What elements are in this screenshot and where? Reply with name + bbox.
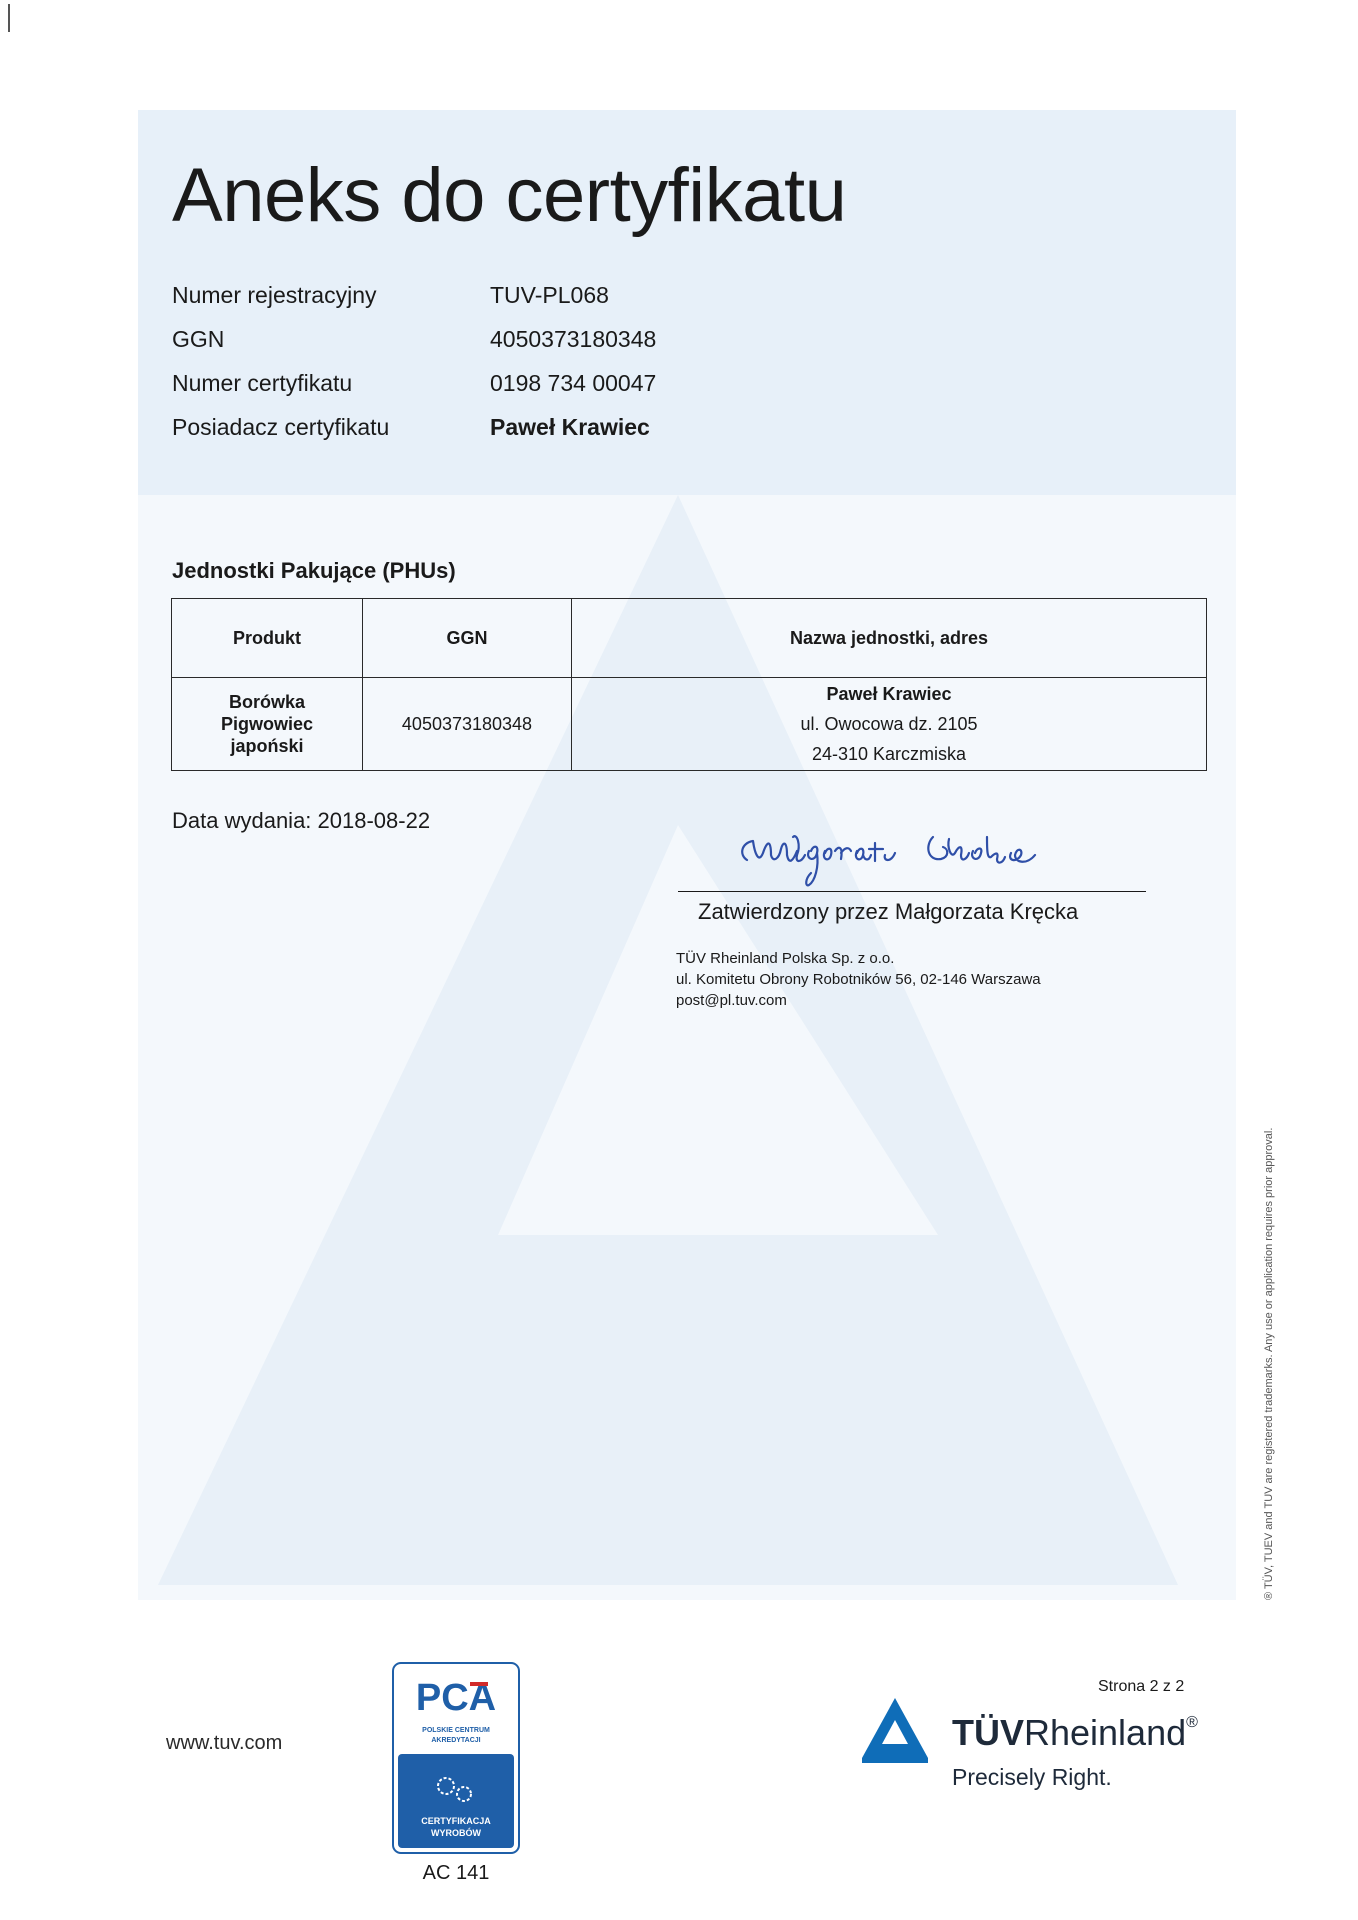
- brand-tagline: Precisely Right.: [952, 1764, 1112, 1790]
- header-ggn: GGN: [363, 599, 572, 678]
- address-line: ul. Owocowa dz. 2105: [800, 714, 978, 734]
- section-title: Jednostki Pakujące (PHUs): [172, 558, 456, 583]
- header-unit-address: Nazwa jednostki, adres: [572, 599, 1207, 678]
- tuv-triangle-icon: [860, 1696, 930, 1764]
- certificate-number-value: 0198 734 00047: [490, 370, 657, 396]
- pca-lower-1: CERTYFIKACJA: [421, 1816, 491, 1826]
- issue-date: Data wydania: 2018-08-22: [172, 808, 431, 833]
- product-name: japoński: [230, 736, 304, 756]
- product-name: Pigwowiec: [220, 714, 314, 734]
- header-product: Produkt: [172, 599, 363, 678]
- holder-value: Paweł Krawiec: [490, 414, 650, 440]
- pca-lower-2: WYROBÓW: [431, 1828, 481, 1838]
- ggn-value: 4050373180348: [490, 326, 657, 352]
- holder-label: Posiadacz certyfikatu: [172, 414, 390, 440]
- tuv-rheinland-brand: [952, 1712, 1198, 1754]
- trademark-side-note: ® TÜV, TUEV and TUV are registered trademarks. Any use or application requires prior approval.: [1263, 1127, 1275, 1600]
- registration-label: Numer rejestracyjny: [172, 282, 377, 308]
- brand-registered-mark: ®: [1186, 1714, 1198, 1731]
- registration-value: TUV-PL068: [490, 282, 609, 308]
- address-line: 24-310 Karczmiska: [811, 744, 967, 764]
- product-name: Borówka: [228, 692, 306, 712]
- ggn-cell: 4050373180348: [363, 678, 572, 771]
- issuer-street: ul. Komitetu Obrony Robotników 56, 02-146 Warszawa: [676, 971, 1041, 988]
- brand-regular: Rheinland: [1024, 1712, 1187, 1753]
- table-row: [172, 678, 1207, 771]
- certificate-number-label: Numer certyfikatu: [172, 370, 353, 396]
- brand-bold: TÜV: [952, 1712, 1024, 1753]
- packing-units-table: [171, 598, 1207, 771]
- page-number: Strona 2 z 2: [1098, 1678, 1185, 1695]
- document-title: Aneks do certyfikatu: [172, 153, 847, 238]
- issuer-address-block: [676, 948, 1041, 1011]
- product-cell: [172, 678, 363, 771]
- ggn-label: GGN: [172, 326, 225, 352]
- pca-subtitle-2: AKREDYTACJI: [431, 1737, 481, 1744]
- pca-title: PCA: [415, 1677, 497, 1719]
- accreditation-number: AC 141: [422, 1862, 490, 1884]
- unit-name: Paweł Krawiec: [826, 684, 952, 704]
- handwritten-signature: [735, 815, 1075, 895]
- pca-accreditation-badge: [392, 1662, 520, 1854]
- website-link[interactable]: www.tuv.com: [166, 1732, 283, 1754]
- signature-line: [678, 891, 1146, 892]
- scan-edge-mark: [8, 4, 10, 32]
- approved-by: Zatwierdzony przez Małgorzata Kręcka: [698, 899, 1079, 924]
- issuer-name: TÜV Rheinland Polska Sp. z o.o.: [676, 950, 895, 967]
- unit-address-cell: [572, 678, 1207, 771]
- pca-subtitle-1: POLSKIE CENTRUM: [422, 1727, 490, 1734]
- table-header-row: [172, 599, 1207, 678]
- issuer-email: post@pl.tuv.com: [676, 992, 787, 1009]
